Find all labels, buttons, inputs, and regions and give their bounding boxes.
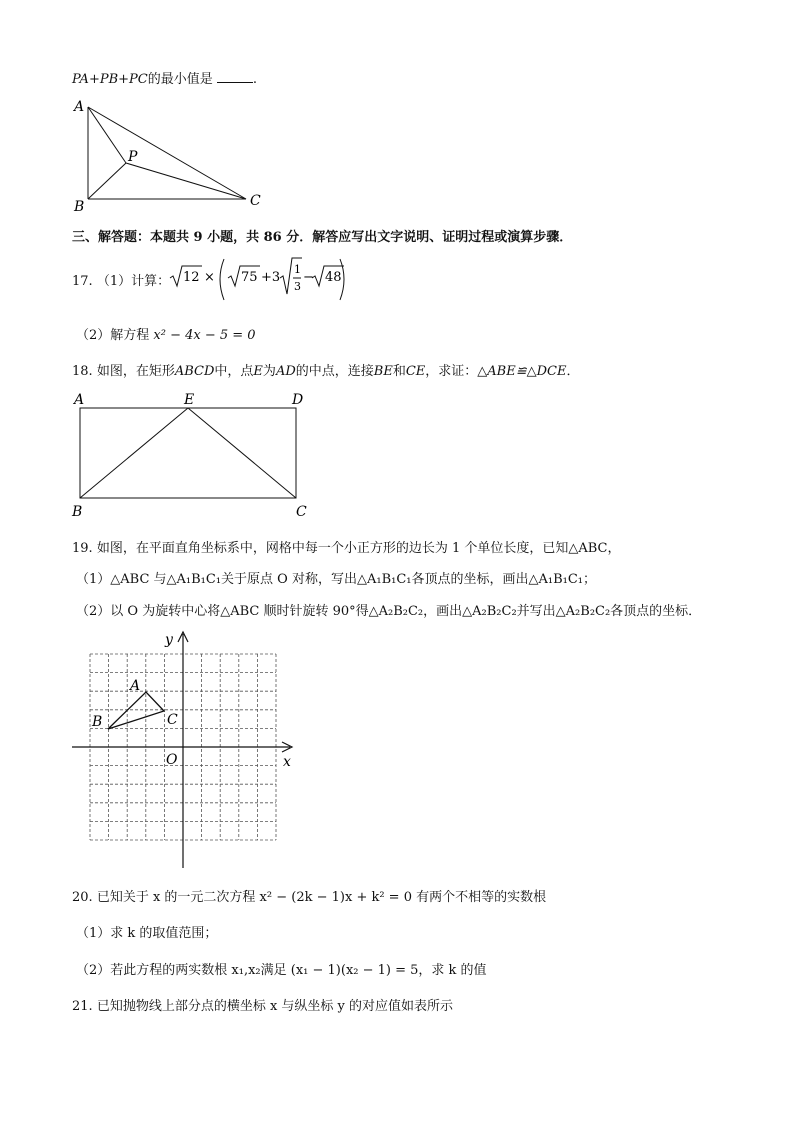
q18-ce: CE	[405, 364, 426, 379]
q18-e: E	[253, 364, 263, 379]
q18-label-B: B	[72, 504, 83, 520]
q16-expression: PA+PB+PC	[72, 72, 148, 87]
q18-t4: 的中点，连接	[295, 364, 374, 379]
q18-number: 18.	[72, 364, 93, 379]
q18-label-C: C	[296, 504, 307, 520]
q16-label-C: C	[250, 193, 261, 209]
q17-plus3: +3	[261, 270, 281, 285]
q20-part1: （1）求 k 的取值范围；	[76, 926, 218, 941]
q17-radicand-75: 75	[241, 270, 258, 285]
q17-minus: −	[303, 270, 314, 285]
section-heading: 三、解答题：本题共 9 小题，共 86 分．解答应写出文字说明、证明过程或演算步骤．	[72, 230, 573, 245]
q18-t2: 中，点	[214, 364, 254, 379]
q20-part2: （2）若此方程的两实数根 x₁,x₂满足 (x₁ − 1)(x₂ − 1) = 5，求 k 的值	[76, 963, 487, 978]
q17-radicand-12: 12	[183, 270, 200, 285]
q19-label-A: A	[130, 678, 141, 694]
q18-abcd: ABCD	[174, 364, 215, 379]
q18-rectangle-figure	[70, 390, 320, 520]
q17-part1-prefix: （1）计算：	[96, 274, 171, 289]
q18-t1: 如图，在矩形	[96, 364, 175, 379]
q21-number: 21.	[72, 999, 93, 1014]
q18-label-A: A	[74, 392, 85, 408]
q18-label-D: D	[292, 392, 304, 408]
q17-number: 17.	[72, 274, 93, 289]
q19-part2: （2）以 O 为旋转中心将△ABC 顺时针旋转 90°得△A₂B₂C₂，画出△A₂B₂C₂并写出△A₂B₂C₂各顶点的坐标．	[76, 604, 702, 619]
q19-part1: （1）△ABC 与△A₁B₁C₁关于原点 O 对称，写出△A₁B₁C₁各顶点的坐标，画出△A₁B₁C₁；	[76, 572, 597, 587]
q21-text	[72, 995, 453, 1014]
q16-end: .	[252, 72, 258, 87]
q17-part1	[72, 270, 170, 289]
answer-blank[interactable]	[217, 70, 253, 83]
q17-part2-prefix: （2）解方程	[76, 328, 150, 343]
q20-number: 20.	[72, 890, 93, 905]
q19-intro	[72, 537, 621, 556]
q19-coordinate-grid	[68, 628, 308, 872]
q20-intro-text: 已知关于 x 的一元二次方程 x² − (2k − 1)x + k² = 0 有两个不相等的实数根	[96, 890, 547, 905]
q16-label-P: P	[128, 149, 138, 165]
q16-text: 的最小值是	[147, 72, 213, 87]
q19-label-C: C	[167, 712, 178, 728]
q18-end: ．	[566, 364, 580, 379]
q17-radicand-48: 48	[325, 270, 342, 285]
q20-intro	[72, 886, 546, 905]
q19-intro-text: 如图，在平面直角坐标系中，网格中每一个小正方形的边长为 1 个单位长度，已知△ABC，	[96, 541, 621, 556]
q16-label-A: A	[74, 99, 85, 115]
q18-t6: ，求证：	[425, 364, 478, 379]
q17-frac-den: 3	[294, 280, 301, 293]
q16-label-B: B	[74, 199, 85, 215]
q19-label-B: B	[92, 714, 103, 730]
q18-t3: 为	[262, 364, 276, 379]
q17-times: ×	[204, 270, 215, 285]
q16-triangle-figure	[70, 95, 270, 215]
q17-expression	[168, 254, 348, 304]
q19-label-x: x	[283, 754, 291, 770]
q21-body: 已知抛物线上部分点的横坐标 x 与纵坐标 y 的对应值如表所示	[96, 999, 454, 1014]
q19-label-O: O	[166, 752, 178, 768]
q17-frac-num: 1	[294, 263, 301, 276]
q18-label-E: E	[184, 392, 195, 408]
q17-part2	[76, 324, 256, 343]
q18-text	[72, 360, 579, 379]
q17-equation: x² − 4x − 5 = 0	[153, 328, 256, 343]
q18-ad: AD	[275, 364, 296, 379]
q18-be: BE	[373, 364, 393, 379]
q18-proof: △ABE≌△DCE	[477, 364, 567, 379]
q16-tail-line	[72, 68, 257, 87]
q19-label-y: y	[165, 632, 173, 648]
q19-number: 19.	[72, 541, 93, 556]
q18-t5: 和	[392, 364, 406, 379]
